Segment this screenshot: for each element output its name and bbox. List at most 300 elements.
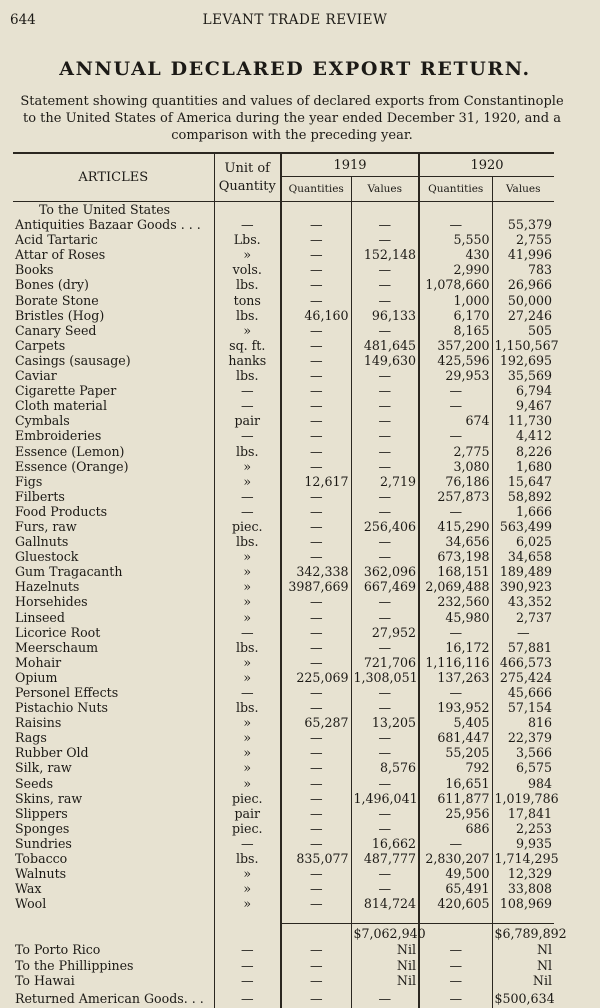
value-1920: 22,379: [492, 730, 554, 745]
unit: lbs.: [214, 851, 281, 866]
value-1920: 1,019,786: [492, 791, 554, 806]
table-row: [13, 655, 554, 670]
destination-row: [13, 973, 554, 988]
quantity-1919: —: [281, 277, 351, 292]
value-1920: 466,573: [492, 655, 554, 670]
table-row: [13, 428, 554, 443]
unit: »: [214, 564, 281, 579]
destination-row: [13, 958, 554, 973]
value-1920: 27,246: [492, 308, 554, 323]
value-1919: Nil: [351, 958, 419, 973]
unit: »: [214, 730, 281, 745]
article-name: Acid Tartaric: [15, 232, 98, 248]
unit: »: [214, 881, 281, 896]
value-1920: 816: [492, 715, 554, 730]
value-1920: $500,634: [492, 990, 554, 1008]
table-row: [13, 881, 554, 896]
value-1919: —: [351, 534, 419, 549]
unit: piec.: [214, 519, 281, 534]
quantity-1919: —: [281, 730, 351, 745]
quantity-1920: 55,205: [419, 745, 492, 760]
quantity-1920: 168,151: [419, 564, 492, 579]
table-row: [13, 821, 554, 836]
quantity-1920: —: [419, 958, 492, 973]
value-1920: 58,892: [492, 489, 554, 504]
value-1919: —: [351, 821, 419, 836]
article-name: Figs: [15, 473, 43, 489]
table-row: [13, 640, 554, 655]
table-row: [13, 293, 554, 308]
value-1920: 2,253: [492, 821, 554, 836]
table-row: [13, 700, 554, 715]
quantity-1919: —: [281, 791, 351, 806]
value-1920: 41,996: [492, 247, 554, 262]
quantity-1920: 425,596: [419, 353, 492, 368]
unit: lbs.: [214, 368, 281, 383]
quantity-1920: 2,069,488: [419, 579, 492, 594]
article-name: Mohair: [15, 654, 62, 670]
totals-row: [13, 924, 554, 943]
unit: hanks: [214, 353, 281, 368]
quantity-1920: —: [419, 383, 492, 398]
quantity-1920: —: [419, 217, 492, 232]
article-name: Caviar: [15, 368, 57, 384]
table-row: [13, 836, 554, 851]
table-row: [13, 896, 554, 911]
value-1920: 17,841: [492, 806, 554, 821]
table-row: [13, 383, 554, 398]
table-row: [13, 670, 554, 685]
unit: lbs.: [214, 444, 281, 459]
section-label: To the United States: [39, 202, 171, 217]
value-1920: Nl: [492, 942, 554, 957]
quantity-1920: 34,656: [419, 534, 492, 549]
table-row: [13, 353, 554, 368]
unit: —: [214, 428, 281, 443]
value-1920: 45,666: [492, 685, 554, 700]
article-name: Walnuts: [15, 866, 67, 882]
subtitle: Statement showing quantities and values of declared exports from Constantinople to the United States of America during the year ended December 31, 1920, and a comparison with the preceding year.: [20, 94, 564, 143]
value-1919: 149,630: [351, 353, 419, 368]
quantity-1920: 415,290: [419, 519, 492, 534]
value-1919: —: [351, 413, 419, 428]
value-1919: —: [351, 232, 419, 247]
quantity-1919: —: [281, 247, 351, 262]
quantity-1920: 1,116,116: [419, 655, 492, 670]
value-1920: 984: [492, 776, 554, 791]
value-1920: 783: [492, 262, 554, 277]
unit: »: [214, 670, 281, 685]
article-name: Furs, raw: [15, 518, 77, 534]
quantity-1920: 76,186: [419, 474, 492, 489]
unit: —: [214, 958, 281, 973]
article-name: To Porto Rico: [15, 942, 101, 958]
quantity-1919: —: [281, 232, 351, 247]
quantity-1920: 673,198: [419, 549, 492, 564]
table-row: [13, 489, 554, 504]
quantity-1919: 3987,669: [281, 579, 351, 594]
table-row: [13, 504, 554, 519]
quantity-1920: 611,877: [419, 791, 492, 806]
value-1920: 35,569: [492, 368, 554, 383]
article-name: Bones (dry): [15, 277, 89, 293]
quantity-1920: 3,080: [419, 459, 492, 474]
unit: —: [214, 625, 281, 640]
article-name: Wax: [15, 881, 42, 897]
quantity-1920: 16,651: [419, 776, 492, 791]
table-row: [13, 398, 554, 413]
table-row: [13, 625, 554, 640]
article-name: Cigarette Paper: [15, 383, 117, 399]
quantity-1920: 193,952: [419, 700, 492, 715]
value-1920: 9,467: [492, 398, 554, 413]
journal-title: LEVANT TRADE REVIEW: [202, 12, 388, 28]
page-title: ANNUAL DECLARED EXPORT RETURN.: [59, 58, 531, 80]
article-name: Pistachio Nuts: [15, 700, 108, 716]
unit: lbs.: [214, 277, 281, 292]
quantity-1919: —: [281, 383, 351, 398]
quantity-1919: —: [281, 459, 351, 474]
quantity-1919: 12,617: [281, 474, 351, 489]
article-name: Rags: [15, 730, 47, 746]
unit: pair: [214, 413, 281, 428]
value-1919: —: [351, 594, 419, 609]
value-1920: 390,923: [492, 579, 554, 594]
unit: »: [214, 866, 281, 881]
article-name: Personel Effects: [15, 685, 119, 700]
quantity-1919: —: [281, 534, 351, 549]
article-name: To Hawai: [15, 972, 75, 988]
unit: lbs.: [214, 308, 281, 323]
value-1920: 43,352: [492, 594, 554, 609]
table-row: [13, 760, 554, 775]
quantity-1919: —: [281, 338, 351, 353]
table-row: [13, 806, 554, 821]
table-row: [13, 534, 554, 549]
value-1920: 12,329: [492, 866, 554, 881]
unit: »: [214, 610, 281, 625]
value-1919: —: [351, 323, 419, 338]
value-1920: 3,566: [492, 745, 554, 760]
value-1919: 481,645: [351, 338, 419, 353]
table-row: [13, 519, 554, 534]
quantity-1920: —: [419, 398, 492, 413]
quantity-1920: 49,500: [419, 866, 492, 881]
quantity-1920: 2,775: [419, 444, 492, 459]
value-1920: 4,412: [492, 428, 554, 443]
unit: »: [214, 549, 281, 564]
quantity-1919: —: [281, 655, 351, 670]
unit: »: [214, 655, 281, 670]
value-1920: 189,489: [492, 564, 554, 579]
quantity-1920: 45,980: [419, 610, 492, 625]
table-row: [13, 217, 554, 232]
quantity-1920: —: [419, 942, 492, 957]
quantities-1920-header: Quantities: [419, 177, 492, 202]
destination-row: [13, 942, 554, 957]
value-1919: —: [351, 383, 419, 398]
unit: —: [214, 217, 281, 232]
unit: »: [214, 776, 281, 791]
value-1919: —: [351, 428, 419, 443]
article-name: Sundries: [15, 835, 72, 851]
value-1920: 26,966: [492, 277, 554, 292]
value-1920: 6,575: [492, 760, 554, 775]
table-row: [13, 323, 554, 338]
quantity-1920: 8,165: [419, 323, 492, 338]
table-row: [13, 262, 554, 277]
article-name: Wool: [15, 896, 47, 912]
table-row: [13, 610, 554, 625]
value-1920: 1,150,567: [492, 338, 554, 353]
value-1919: 721,706: [351, 655, 419, 670]
article-name: Horsehides: [15, 594, 88, 610]
value-1920: —: [492, 625, 554, 640]
values-1920-header: Values: [492, 177, 554, 202]
quantity-1919: —: [281, 489, 351, 504]
unit: —: [214, 990, 281, 1008]
table-row: [13, 338, 554, 353]
value-1919: —: [351, 745, 419, 760]
article-name: Borate Stone: [15, 292, 99, 308]
value-1919: —: [351, 776, 419, 791]
article-name: Bristles (Hog): [15, 307, 105, 323]
unit: lbs.: [214, 534, 281, 549]
quantity-1919: —: [281, 353, 351, 368]
quantity-1919: —: [281, 990, 351, 1008]
quantity-1919: —: [281, 806, 351, 821]
value-1919: 152,148: [351, 247, 419, 262]
section-row: [13, 202, 554, 218]
value-1920: 34,658: [492, 549, 554, 564]
article-name: To the Phillippines: [15, 957, 134, 973]
article-name: Filberts: [15, 488, 65, 504]
value-1920: Nl: [492, 958, 554, 973]
article-name: Cloth material: [15, 398, 107, 414]
spacer-row: [13, 911, 554, 924]
value-1919: 27,952: [351, 625, 419, 640]
value-1919: —: [351, 398, 419, 413]
table-row: [13, 715, 554, 730]
quantity-1920: 420,605: [419, 896, 492, 911]
value-1919: 1,496,041: [351, 791, 419, 806]
value-1919: 13,205: [351, 715, 419, 730]
values-1919-header: Values: [351, 177, 419, 202]
value-1919: 1,308,051: [351, 670, 419, 685]
article-name: Seeds: [15, 775, 54, 791]
quantity-1920: 681,447: [419, 730, 492, 745]
value-1919: Nil: [351, 973, 419, 988]
unit: —: [214, 383, 281, 398]
article-name: Gum Tragacanth: [15, 564, 123, 580]
value-1920: 505: [492, 323, 554, 338]
unit: »: [214, 715, 281, 730]
unit: »: [214, 896, 281, 911]
quantity-1919: 65,287: [281, 715, 351, 730]
table-row: [13, 851, 554, 866]
value-1919: 814,724: [351, 896, 419, 911]
value-1919: 96,133: [351, 308, 419, 323]
value-1920: 55,379: [492, 217, 554, 232]
quantity-1920: —: [419, 504, 492, 519]
table-row: [13, 791, 554, 806]
value-1920: 1,680: [492, 459, 554, 474]
quantity-1920: —: [419, 973, 492, 988]
value-1919: 362,096: [351, 564, 419, 579]
year-1920-header: 1920: [419, 153, 554, 177]
value-1919: —: [351, 293, 419, 308]
table-row: [13, 685, 554, 700]
table-row: [13, 459, 554, 474]
quantity-1919: —: [281, 640, 351, 655]
unit: »: [214, 474, 281, 489]
value-1920: 563,499: [492, 519, 554, 534]
table-row: [13, 277, 554, 292]
quantity-1919: —: [281, 519, 351, 534]
quantity-1920: —: [419, 428, 492, 443]
article-name: Canary Seed: [15, 322, 97, 338]
article-name: Linseed: [15, 609, 65, 625]
unit: —: [214, 836, 281, 851]
quantity-1920: 2,990: [419, 262, 492, 277]
quantity-1919: —: [281, 594, 351, 609]
unit-header: Unit of Quantity: [214, 153, 281, 202]
value-1920: 9,935: [492, 836, 554, 851]
quantity-1919: —: [281, 610, 351, 625]
unit: —: [214, 504, 281, 519]
quantity-1920: 65,491: [419, 881, 492, 896]
quantity-1920: 792: [419, 760, 492, 775]
article-name: Essence (Lemon): [15, 443, 125, 459]
unit: »: [214, 594, 281, 609]
quantity-1919: —: [281, 685, 351, 700]
unit: —: [214, 398, 281, 413]
article-name: Essence (Orange): [15, 458, 129, 474]
quantity-1919: —: [281, 217, 351, 232]
quantity-1919: 46,160: [281, 308, 351, 323]
table-row: [13, 776, 554, 791]
article-name: Hazelnuts: [15, 579, 80, 595]
quantity-1919: —: [281, 700, 351, 715]
quantity-1920: 5,550: [419, 232, 492, 247]
quantity-1919: —: [281, 836, 351, 851]
article-name: Opium: [15, 669, 58, 685]
unit: lbs.: [214, 700, 281, 715]
unit: »: [214, 760, 281, 775]
article-name: Antiquities Bazaar Goods . . .: [15, 217, 201, 233]
value-1920: 57,154: [492, 700, 554, 715]
unit: tons: [214, 293, 281, 308]
value-1920: 11,730: [492, 413, 554, 428]
quantity-1920: —: [419, 685, 492, 700]
value-1920: 6,794: [492, 383, 554, 398]
article-name: Meerschaum: [15, 639, 99, 655]
value-1919: —: [351, 685, 419, 700]
quantity-1920: 232,560: [419, 594, 492, 609]
total-1919: $7,062,940: [351, 924, 419, 943]
value-1919: —: [351, 881, 419, 896]
article-name: Skins, raw: [15, 790, 83, 806]
table-row: [13, 549, 554, 564]
value-1920: 1,714,295: [492, 851, 554, 866]
value-1920: 108,969: [492, 896, 554, 911]
table-row: [13, 308, 554, 323]
quantity-1919: —: [281, 745, 351, 760]
table-row: [13, 730, 554, 745]
quantity-1919: —: [281, 973, 351, 988]
article-name: Gluestock: [15, 549, 79, 565]
article-name: Slippers: [15, 805, 68, 821]
quantity-1920: 29,953: [419, 368, 492, 383]
value-1919: —: [351, 217, 419, 232]
quantity-1920: —: [419, 990, 492, 1008]
quantity-1920: —: [419, 836, 492, 851]
quantity-1919: —: [281, 866, 351, 881]
value-1919: —: [351, 459, 419, 474]
article-name: Gallnuts: [15, 534, 69, 550]
value-1920: 8,226: [492, 444, 554, 459]
quantity-1919: —: [281, 760, 351, 775]
quantity-1920: 257,873: [419, 489, 492, 504]
quantity-1919: —: [281, 958, 351, 973]
returned-goods-row: [13, 990, 554, 1008]
article-name: Licorice Root: [15, 624, 101, 640]
table-row: [13, 368, 554, 383]
quantity-1920: 1,000: [419, 293, 492, 308]
quantity-1920: 25,956: [419, 806, 492, 821]
quantity-1919: —: [281, 293, 351, 308]
article-name: Books: [15, 262, 54, 278]
quantity-1920: 686: [419, 821, 492, 836]
article-name: Embroideries: [15, 428, 102, 444]
article-name: Food Products: [15, 503, 108, 519]
table-row: [13, 444, 554, 459]
page-number: 644: [10, 12, 36, 28]
quantity-1920: 1,078,660: [419, 277, 492, 292]
value-1920: 57,881: [492, 640, 554, 655]
unit: —: [214, 489, 281, 504]
quantity-1919: 342,338: [281, 564, 351, 579]
value-1920: 50,000: [492, 293, 554, 308]
article-name: Casings (sausage): [15, 352, 131, 368]
value-1920: 275,424: [492, 670, 554, 685]
quantity-1919: 835,077: [281, 851, 351, 866]
article-name: Tobacco: [15, 851, 68, 867]
quantity-1919: —: [281, 444, 351, 459]
quantity-1919: —: [281, 549, 351, 564]
value-1919: —: [351, 610, 419, 625]
table-row: [13, 413, 554, 428]
unit: pair: [214, 806, 281, 821]
value-1920: 15,647: [492, 474, 554, 489]
value-1920: 1,666: [492, 504, 554, 519]
unit: piec.: [214, 821, 281, 836]
article-name: Carpets: [15, 337, 66, 353]
article-name: Returned American Goods. . .: [15, 991, 204, 1007]
quantity-1919: —: [281, 262, 351, 277]
quantity-1919: —: [281, 368, 351, 383]
value-1919: 256,406: [351, 519, 419, 534]
article-name: Cymbals: [15, 413, 70, 429]
unit: sq. ft.: [214, 338, 281, 353]
value-1919: —: [351, 549, 419, 564]
unit: Lbs.: [214, 232, 281, 247]
table-row: [13, 474, 554, 489]
value-1919: —: [351, 700, 419, 715]
quantity-1919: —: [281, 323, 351, 338]
quantity-1920: 357,200: [419, 338, 492, 353]
value-1919: —: [351, 806, 419, 821]
